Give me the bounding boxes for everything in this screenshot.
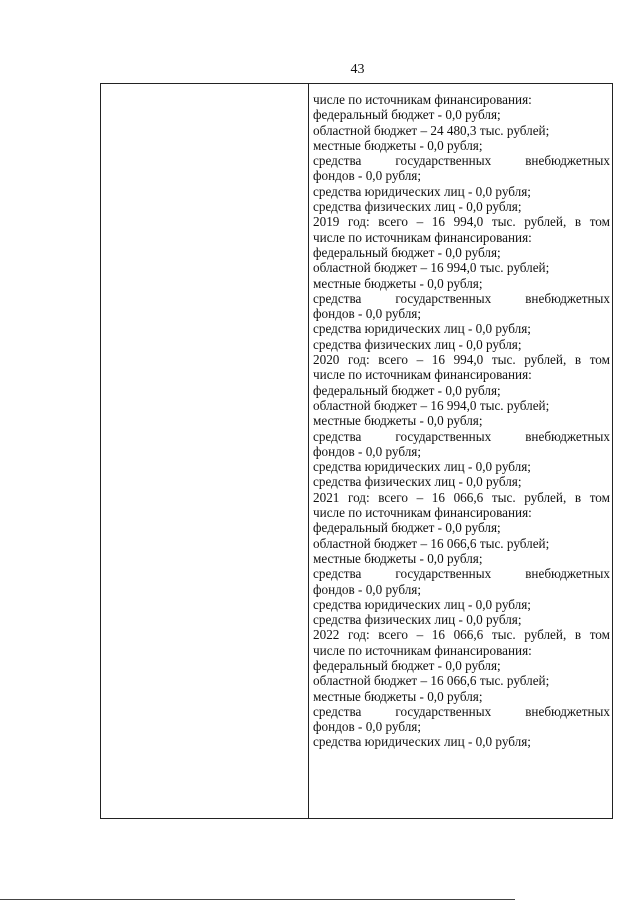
funding-text-line: средства физических лиц - 0,0 рубля; [313,336,522,352]
funding-text-line: федеральный бюджет - 0,0 рубля; [313,244,501,260]
funding-text-line: федеральный бюджет - 0,0 рубля; [313,657,501,673]
funding-text-line: числе по источникам финансирования: [313,505,532,521]
funding-text-line: федеральный бюджет - 0,0 рубля; [313,520,501,536]
funding-text-line: средства юридических лиц - 0,0 рубля; [313,734,531,750]
funding-text-line: средства государственных внебюджетных [313,153,610,169]
funding-text-line: областной бюджет – 16 994,0 тыс. рублей; [313,397,550,413]
funding-text-line: числе по источникам финансирования: [313,642,532,658]
funding-text-line: федеральный бюджет - 0,0 рубля; [313,107,501,123]
funding-text-line: числе по источникам финансирования: [313,367,532,383]
funding-text-line: числе по источникам финансирования: [313,229,532,245]
funding-text-line: местные бюджеты - 0,0 рубля; [313,275,483,291]
funding-text-line: местные бюджеты - 0,0 рубля; [313,550,483,566]
funding-text-line: местные бюджеты - 0,0 рубля; [313,413,483,429]
funding-text-line: средства государственных внебюджетных [313,428,610,444]
funding-text-line: федеральный бюджет - 0,0 рубля; [313,382,501,398]
funding-text-line: средства юридических лиц - 0,0 рубля; [313,596,531,612]
funding-text-line: местные бюджеты - 0,0 рубля; [313,137,483,153]
funding-text-line: средства государственных внебюджетных [313,290,610,306]
funding-text-line: областной бюджет – 16 066,6 тыс. рублей; [313,673,550,689]
funding-text-line: средства физических лиц - 0,0 рубля; [313,612,522,628]
funding-text-line: областной бюджет – 16 066,6 тыс. рублей; [313,535,550,551]
funding-text-line: фондов - 0,0 рубля; [313,719,422,735]
page-number: 43 [350,62,365,77]
funding-text-line: 2022 год: всего – 16 066,6 тыс. рублей, в том [313,627,610,643]
table-right-cell [313,92,610,750]
funding-text-line: средства юридических лиц - 0,0 рубля; [313,459,531,475]
funding-text-line: средства юридических лиц - 0,0 рубля; [313,321,531,337]
funding-text-line: фондов - 0,0 рубля; [313,306,422,322]
page-bottom-rule [0,899,515,900]
funding-text-line: средства физических лиц - 0,0 рубля; [313,199,522,215]
funding-text-line: фондов - 0,0 рубля; [313,168,422,184]
funding-text-line: местные бюджеты - 0,0 рубля; [313,688,483,704]
funding-text-line: 2021 год: всего – 16 066,6 тыс. рублей, в том [313,489,610,505]
funding-text-line: средства государственных внебюджетных [313,703,610,719]
funding-text-line: областной бюджет – 16 994,0 тыс. рублей; [313,260,550,276]
column-divider [308,84,309,818]
funding-table [100,83,613,819]
funding-text-line: областной бюджет – 24 480,3 тыс. рублей; [313,122,550,138]
funding-text-line: числе по источникам финансирования: [313,92,532,107]
funding-text-line: 2020 год: всего – 16 994,0 тыс. рублей, в том [313,352,610,368]
table-left-cell [101,84,308,818]
funding-text-line: фондов - 0,0 рубля; [313,443,422,459]
funding-text-line: фондов - 0,0 рубля; [313,581,422,597]
funding-text-line: средства физических лиц - 0,0 рубля; [313,474,522,490]
funding-text-line: 2019 год: всего – 16 994,0 тыс. рублей, в том [313,214,610,230]
funding-text-line: средства государственных внебюджетных [313,566,610,582]
funding-text-line: средства юридических лиц - 0,0 рубля; [313,183,531,199]
